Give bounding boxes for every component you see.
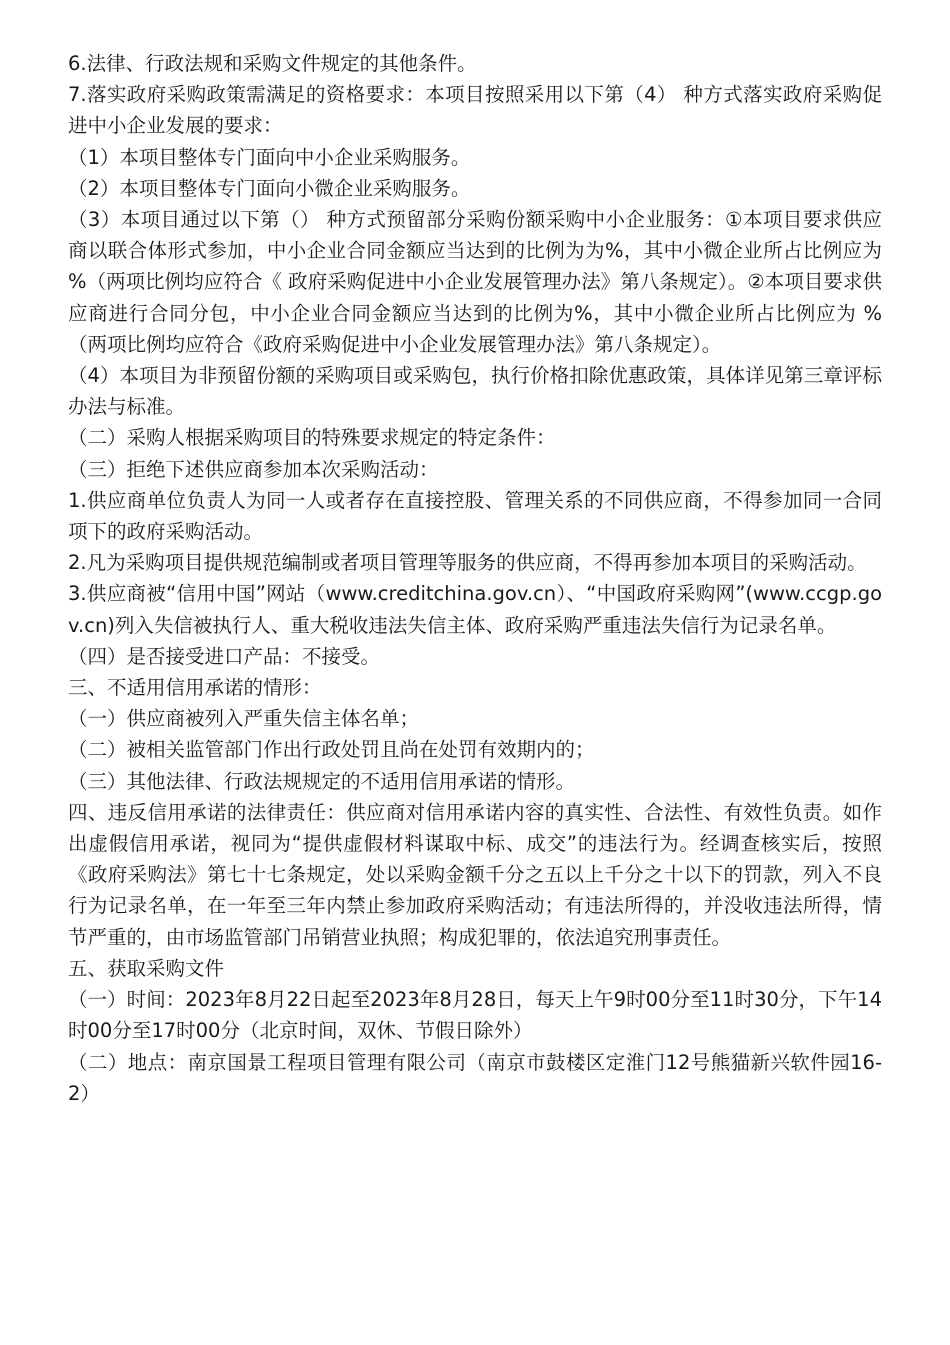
paragraph-rejection-heading: （三）拒绝下述供应商参加本次采购活动： xyxy=(68,457,439,481)
paragraph-imports: （四）是否接受进口产品：不接受。 xyxy=(68,644,381,668)
paragraph-not-applicable-2: （二）被相关监管部门作出行政处罚且尚在处罚有效期内的； xyxy=(68,738,595,762)
paragraph-not-applicable-3: （三）其他法律、行政法规规定的不适用信用承诺的情形。 xyxy=(68,769,576,793)
paragraph-option-3: （3）本项目通过以下第（） 种方式预留部分采购份额采购中小企业服务：①本项目要求供应商以联合体形式参加，中小企业合同金额应当达到的比例为为%，其中小微企业所占比例应为 %（两项比例均应符合《 政府采购促进中小企业发展管理办法》第八条规定）。②本项目要求供应商进行合同分包，中小企业合同金额应当达到的比例为%，其中小微企业所占比例应为 %（两项比例均应符合《政府采购促进中小企业发展管理办法》第八条规定）。 xyxy=(68,208,882,356)
paragraph-specific-conditions: （二）采购人根据采购项目的特殊要求规定的特定条件： xyxy=(68,426,556,450)
paragraph-other-conditions: 6.法律、行政法规和采购文件规定的其他条件。 xyxy=(68,52,477,75)
paragraph-option-4: （4）本项目为非预留份额的采购项目或采购包，执行价格扣除优惠政策，具体详见第三章评标办法与标准。 xyxy=(68,364,882,419)
paragraph-option-1: （1）本项目整体专门面向中小企业采购服务。 xyxy=(68,145,471,169)
paragraph-rejection-3: 3.供应商被“信用中国”网站（www.creditchina.gov.cn）、“中国政府采购网”(www.ccgp.gov.cn)列入失信被执行人、重大税收违法失信主体、政府采购严重违法失信行为记录名单。 xyxy=(68,582,882,637)
paragraph-rejection-2: 2.凡为采购项目提供规范编制或者项目管理等服务的供应商，不得再参加本项目的采购活动。 xyxy=(68,551,867,575)
paragraph-option-2: （2）本项目整体专门面向小微企业采购服务。 xyxy=(68,176,471,200)
section-heading-not-applicable: 三、不适用信用承诺的情形： xyxy=(68,676,322,700)
paragraph-policy-requirements: 7.落实政府采购政策需满足的资格要求：本项目按照采用以下第（4） 种方式落实政府采购促进中小企业发展的要求： xyxy=(68,83,882,138)
section-heading-obtain-documents: 五、获取采购文件 xyxy=(68,956,225,980)
paragraph-legal-liability: 四、违反信用承诺的法律责任：供应商对信用承诺内容的真实性、合法性、有效性负责。如作出虚假信用承诺，视同为“提供虚假材料谋取中标、成交”的违法行为。经调查核实后，按照《政府采购法》第七十七条规定，处以采购金额千分之五以上千分之十以下的罚款，列入不良行为记录名单，在一年至三年内禁止参加政府采购活动；有违法所得的，并没收违法所得，情节严重的，由市场监管部门吊销营业执照；构成犯罪的，依法追究刑事责任。 xyxy=(68,800,882,949)
paragraph-location: （二）地点：南京国景工程项目管理有限公司（南京市鼓楼区定淮门12号熊猫新兴软件园16-2） xyxy=(68,1050,882,1105)
document-page xyxy=(68,48,882,1109)
paragraph-rejection-1: 1.供应商单位负责人为同一人或者存在直接控股、管理关系的不同供应商，不得参加同一合同项下的政府采购活动。 xyxy=(68,488,882,544)
paragraph-time: （一）时间：2023年8月22日起至2023年8月28日，每天上午9时00分至11时30分，下午14时00分至17时00分（北京时间，双休、节假日除外） xyxy=(68,988,882,1043)
paragraph-not-applicable-1: （一）供应商被列入严重失信主体名单； xyxy=(68,707,420,731)
